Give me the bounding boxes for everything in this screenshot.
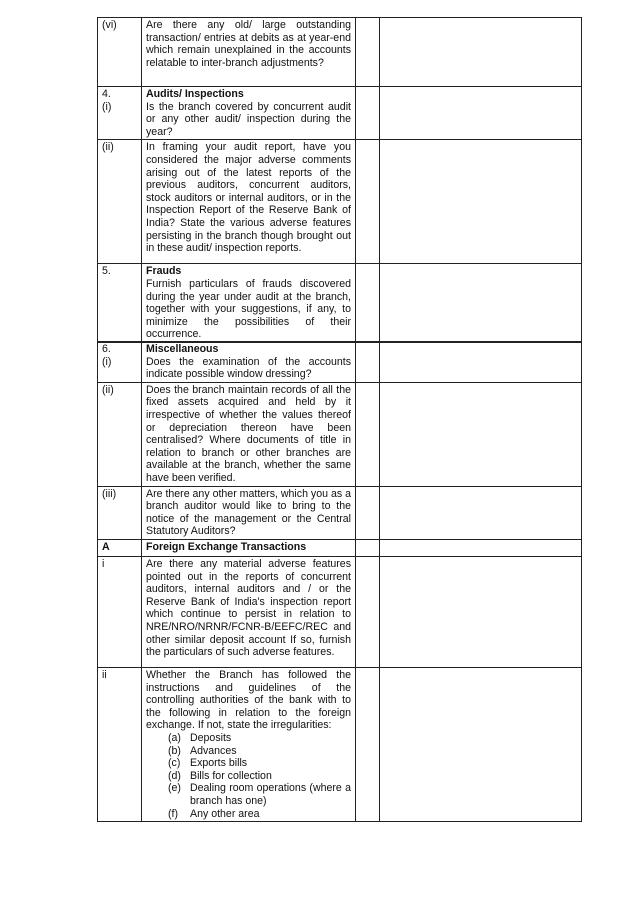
question-text: Are there any material adverse features pointed out in the reports of concurrent auditors, internal auditors and / or the Reserve Bank of India's inspection report which continue to persist in relation to NRE/NRO/NRNR/FCNR-B/EEFC/REC and other similar deposit account If so, furnish the particulars of such adverse features. — [142, 557, 356, 668]
remarks-cell[interactable] — [380, 486, 582, 539]
table-row — [98, 264, 582, 343]
answer-cell[interactable] — [356, 87, 380, 140]
question-text: Are there any old/ large outstanding transaction/ entries at debits as at year-end which remain unexplained in the accounts relatable to inter-branch adjustments? — [142, 18, 356, 87]
remarks-cell[interactable] — [380, 264, 582, 343]
table-row — [98, 486, 582, 539]
question-text: Is the branch covered by concurrent audit or any other audit/ inspection during the year? — [146, 100, 351, 138]
remarks-cell[interactable] — [380, 87, 582, 140]
answer-cell[interactable] — [356, 342, 380, 383]
item-number: ii — [98, 668, 142, 822]
list-item: (f) Any other area — [168, 807, 260, 820]
section-heading: Frauds — [146, 265, 182, 278]
section-heading: Audits/ Inspections — [146, 88, 244, 100]
table-header-row — [98, 540, 582, 557]
section-letter: A — [98, 540, 142, 557]
item-number: 4. (i) — [98, 87, 142, 140]
table-row — [98, 342, 582, 383]
remarks-cell[interactable] — [380, 140, 582, 264]
answer-cell[interactable] — [356, 668, 380, 822]
question-text: Are there any other matters, which you as a branch auditor would like to bring to the notice of the management or the Central Statutory Auditors? — [142, 486, 356, 539]
section-heading: Miscellaneous — [146, 343, 219, 355]
remarks-cell[interactable] — [380, 342, 582, 383]
answer-cell[interactable] — [356, 486, 380, 539]
answer-cell[interactable] — [356, 540, 380, 557]
table-row — [98, 668, 582, 822]
list-item: (b) Advances — [168, 744, 237, 757]
question-text: Whether the Branch has followed the instructions and guidelines of the controlling authorities of the bank with to the following in relation to the foreign exchange. If not, state the irregularities: — [146, 669, 351, 732]
section-heading: Foreign Exchange Transactions — [142, 540, 356, 557]
remarks-cell[interactable] — [380, 668, 582, 822]
item-number: i — [98, 557, 142, 668]
table-row — [98, 87, 582, 140]
table-row — [98, 557, 582, 668]
answer-cell[interactable] — [356, 264, 380, 343]
table-row — [98, 18, 582, 87]
item-number: (ii) — [98, 140, 142, 264]
answer-cell[interactable] — [356, 140, 380, 264]
remarks-cell[interactable] — [380, 382, 582, 486]
question-text: Does the branch maintain records of all the fixed assets acquired and held by it irrespective of whether the values thereof or depreciation thereon have been centralised? Where documents of title in relation to branch or other branches are available at the branch, whether the same have been verified. — [142, 382, 356, 486]
remarks-cell[interactable] — [380, 18, 582, 87]
sub-item-list — [146, 732, 351, 820]
list-item: (d) Bills for collection — [168, 769, 272, 782]
question-cell — [142, 668, 356, 822]
answer-cell[interactable] — [356, 557, 380, 668]
remarks-cell[interactable] — [380, 540, 582, 557]
remarks-cell[interactable] — [380, 557, 582, 668]
answer-cell[interactable] — [356, 382, 380, 486]
question-cell — [142, 264, 356, 343]
list-item: (c) Exports bills — [168, 757, 248, 770]
question-text: Does the examination of the accounts indicate possible window dressing? — [146, 355, 351, 381]
audit-table-1 — [97, 17, 582, 343]
question-text: Furnish particulars of frauds discovered during the year under audit at the branch, together with your suggestions, if any, to minimize the possibilities of their occurrence. — [146, 277, 351, 341]
list-item: (e) Dealing room operations (where a branch has one) — [168, 782, 351, 807]
item-number: (vi) — [98, 18, 142, 87]
audit-table-2 — [97, 341, 582, 540]
question-cell — [142, 342, 356, 383]
item-number: (iii) — [98, 486, 142, 539]
item-number: (ii) — [98, 382, 142, 486]
list-item: (a) Deposits — [168, 731, 232, 744]
item-number: 5. — [98, 264, 142, 343]
item-number: 6. (i) — [98, 342, 142, 383]
question-cell — [142, 87, 356, 140]
question-text: In framing your audit report, have you considered the major adverse comments arising out of the latest reports of the previous auditors, concurrent auditors, stock auditors or internal auditors, or in the Inspection Report of the Reserve Bank of India? State the various adverse features persisting in the branch though brought out in these audit/ inspection reports. — [142, 140, 356, 264]
table-row — [98, 140, 582, 264]
forex-table — [97, 539, 582, 822]
answer-cell[interactable] — [356, 18, 380, 87]
table-row — [98, 382, 582, 486]
